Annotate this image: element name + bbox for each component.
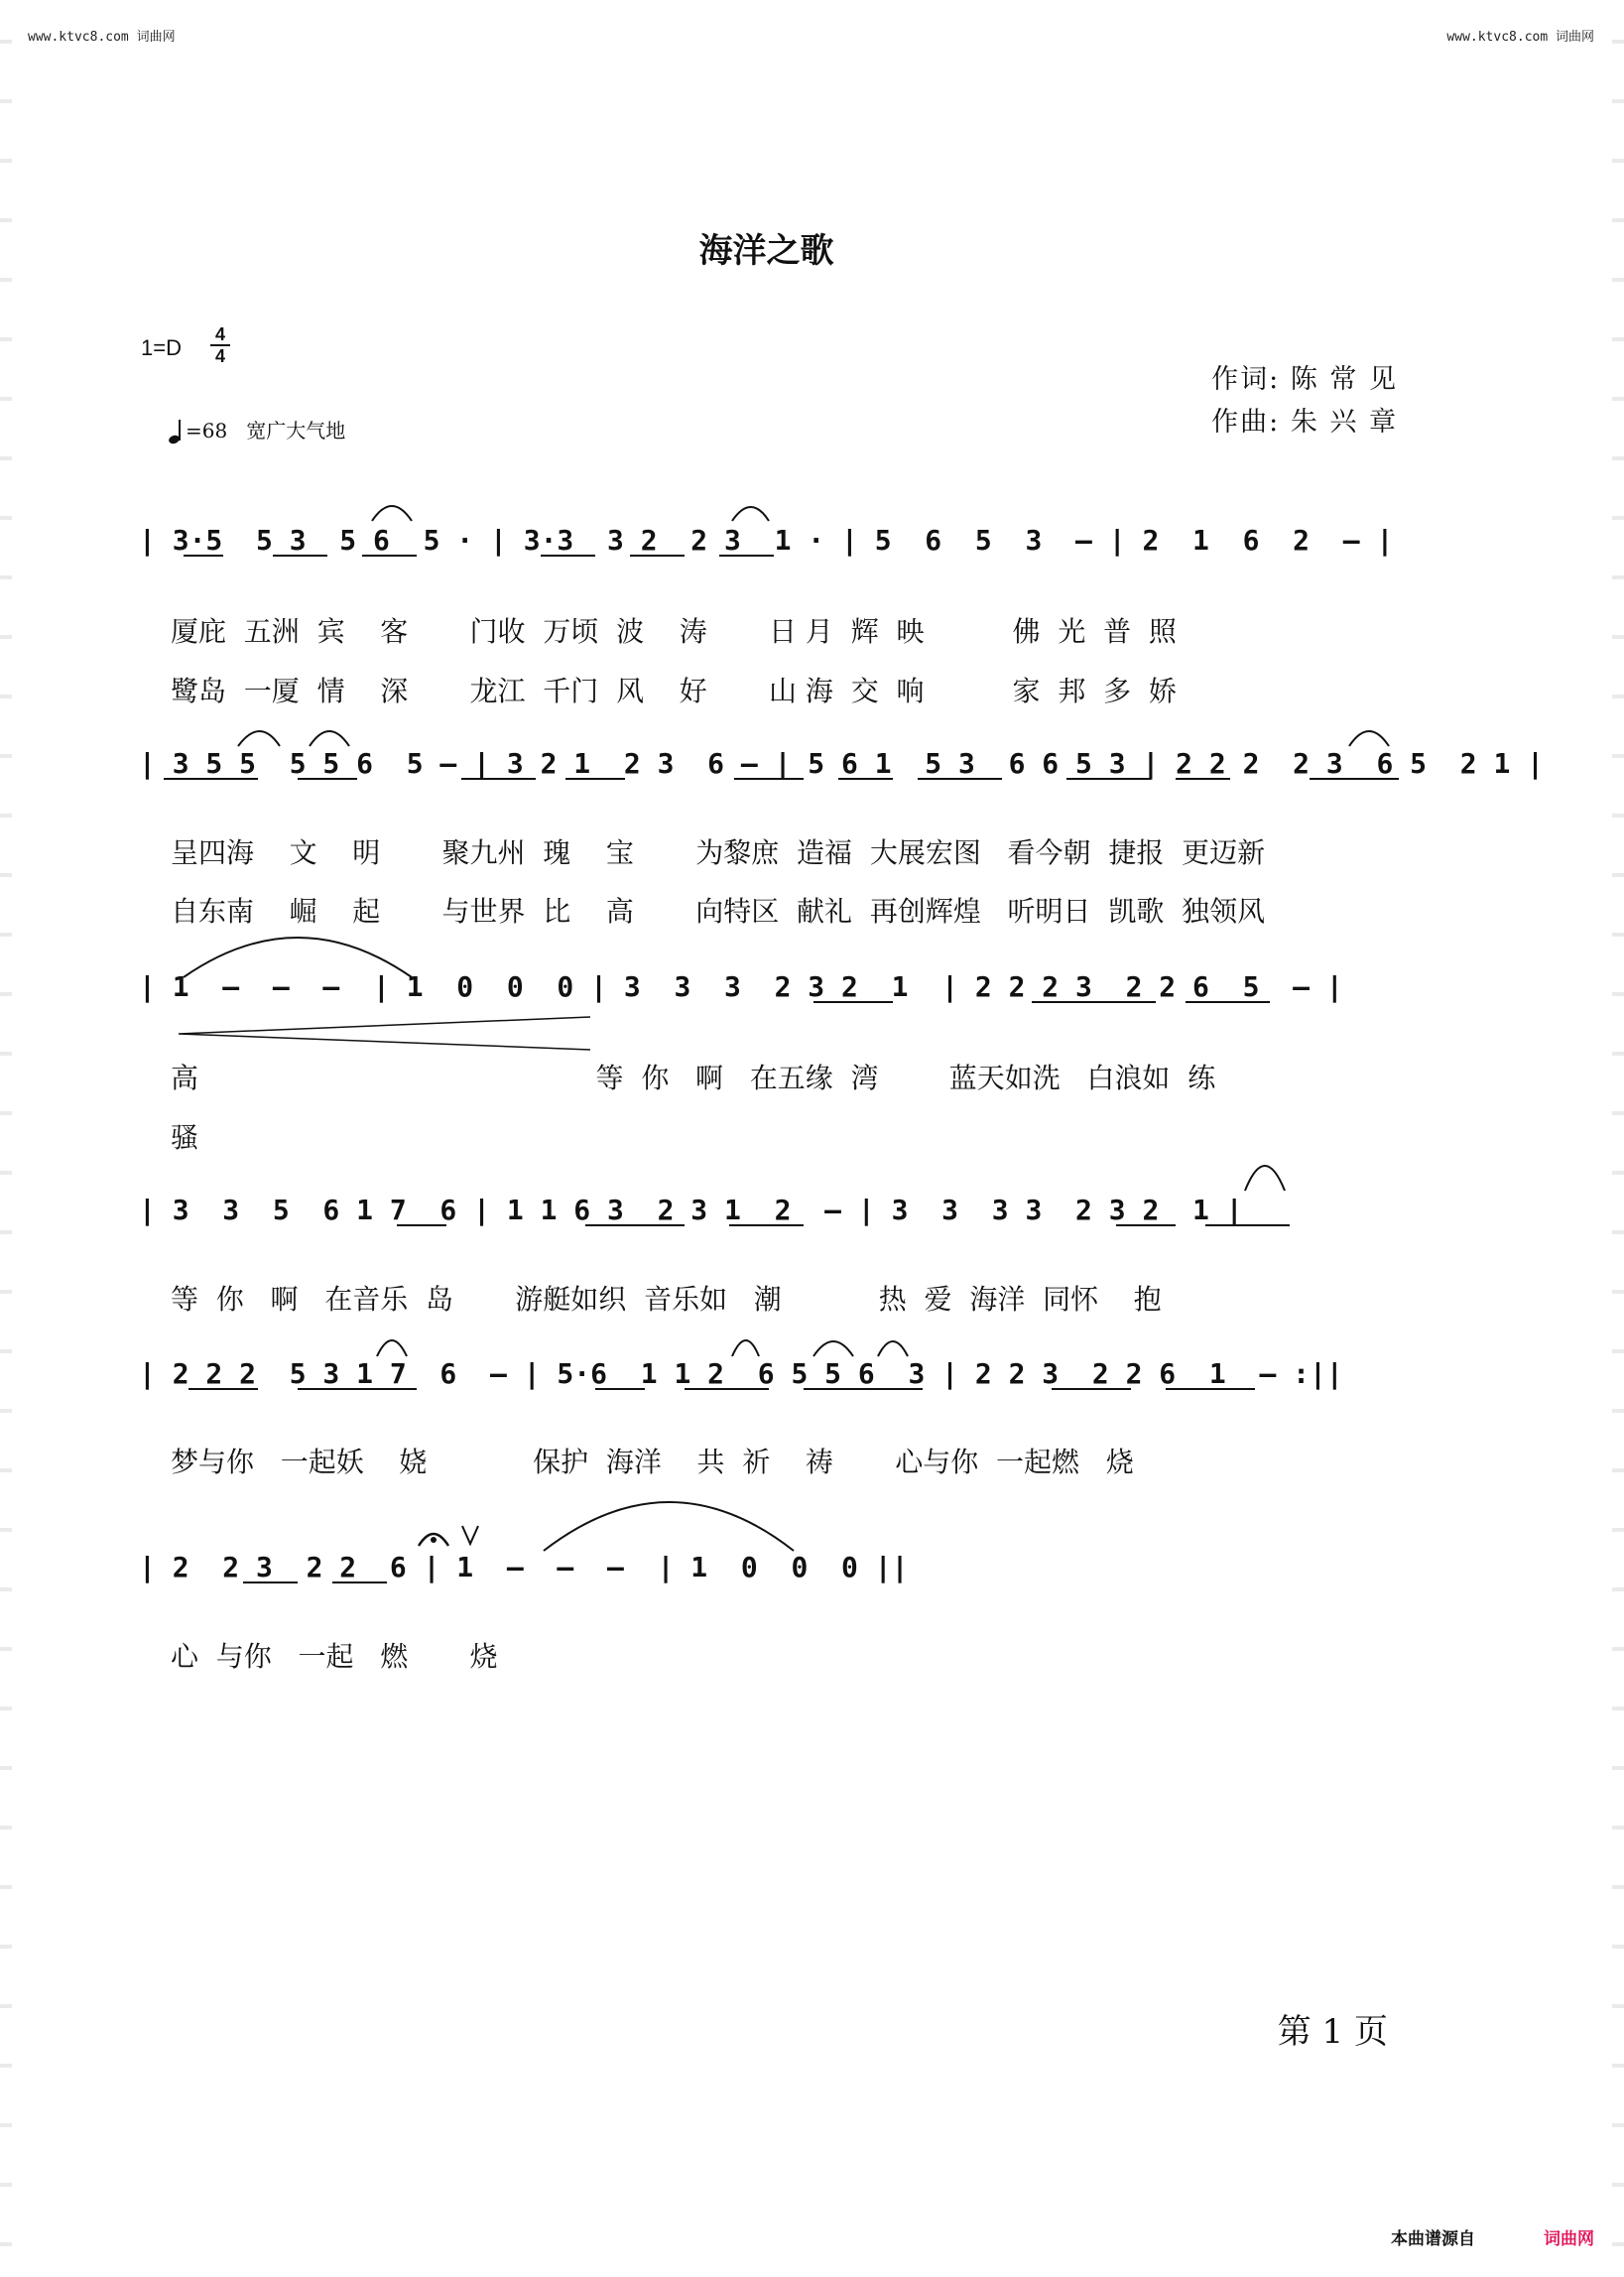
notation-line-1: | 3·5 5 3 5 6 5 · | 3·3 3 2 2 3 1 · | 5 6 5 3 — | 2 1 6 2 — | xyxy=(139,524,1394,557)
time-signature-top: 4 xyxy=(214,324,225,344)
slur-8 xyxy=(377,1340,407,1356)
lyric-line-6-verse-1: 心 与你 一起 燃 烧 xyxy=(171,1640,498,1673)
footer-brand-link[interactable]: 词曲网 xyxy=(1544,2229,1594,2249)
lyric-line-2-verse-1: 呈四海 文 明 聚九州 瑰 宝 为黎庶 造福 大展宏图 看今朝 捷报 更迈新 xyxy=(171,836,1266,869)
tempo-expression: 宽广大气地 xyxy=(246,419,346,443)
tempo-value: =68 xyxy=(186,419,228,443)
breath-mark-icon xyxy=(462,1526,478,1544)
lyric-line-2-verse-2: 自东南 崛 起 与世界 比 高 向特区 献礼 再创辉煌 听明日 凯歌 独领风 xyxy=(171,895,1266,928)
notation-line-5: | 2 2 2 5 3 1 7 6 — | 5·6 1 1 2 6 5 5 6 3 | 2 2 3 2 2 6 1 — :|| xyxy=(139,1357,1343,1390)
header-left-site[interactable]: www.ktvc8.com 词曲网 xyxy=(28,30,176,45)
slur-12 xyxy=(544,1502,794,1551)
time-signature-bottom: 4 xyxy=(214,346,225,366)
key-signature: 1=D xyxy=(141,335,182,360)
slur-5 xyxy=(1349,731,1389,746)
fermata-dot xyxy=(431,1537,437,1543)
slur-1 xyxy=(372,506,412,521)
slur-10 xyxy=(813,1341,853,1356)
notation-line-3: | 1 — — — | 1 0 0 0 | 3 3 3 2 3 2 1 | 2 2 2 3 2 2 6 5 — | xyxy=(139,970,1343,1003)
slur-9 xyxy=(732,1340,759,1356)
slur-4 xyxy=(310,731,349,746)
slur-3 xyxy=(238,731,280,746)
header-right-site[interactable]: www.ktvc8.com 词曲网 xyxy=(1446,30,1594,45)
slur-2 xyxy=(732,507,769,521)
lyric-line-3-verse-2: 骚 xyxy=(171,1121,199,1154)
lyric-line-1-verse-1: 厦庇 五洲 宾 客 门收 万顷 波 涛 日 月 辉 映 佛 光 普 照 xyxy=(171,615,1177,648)
slur-6 xyxy=(184,938,412,977)
notation-line-6: | 2 2 3 2 2 6 | 1 — — — | 1 0 0 0 || xyxy=(139,1551,909,1583)
page-number: 第 1 页 xyxy=(1277,2012,1388,2052)
slur-7 xyxy=(1245,1166,1285,1191)
composer-credit: 作曲: 朱 兴 章 xyxy=(1211,407,1398,438)
footer-source-label: 本曲谱源自 xyxy=(1391,2229,1475,2249)
lyric-line-1-verse-2: 鹭岛 一厦 情 深 龙江 千门 风 好 山 海 交 响 家 邦 多 娇 xyxy=(171,675,1177,707)
lyric-line-3-verse-1: 高 等 你 啊 在五缘 湾 蓝天如洗 白浪如 练 xyxy=(171,1062,1216,1094)
lyricist-credit: 作词: 陈 常 见 xyxy=(1211,364,1398,395)
slur-11 xyxy=(878,1341,908,1356)
lyric-line-5-verse-1: 梦与你 一起妖 娆 保护 海洋 共 祈 祷 心与你 一起燃 烧 xyxy=(171,1446,1134,1478)
song-title: 海洋之歌 xyxy=(698,231,834,271)
notation-line-4: | 3 3 5 6 1 7 6 | 1 1 6 3 2 3 1 2 — | 3 3 3 3 2 3 2 1 | xyxy=(139,1194,1243,1226)
decrescendo-hairpin xyxy=(179,1017,590,1050)
lyric-line-4-verse-1: 等 你 啊 在音乐 岛 游艇如织 音乐如 潮 热 爱 海洋 同怀 抱 xyxy=(171,1283,1162,1316)
notation-line-2: | 3 5 5 5 5 6 5 — | 3 2 1 2 3 6 — | 5 6 1 5 3 6 6 5 3 | 2 2 2 2 3 6 5 2 1 | xyxy=(139,747,1545,780)
beam-underlines xyxy=(164,556,1399,1582)
